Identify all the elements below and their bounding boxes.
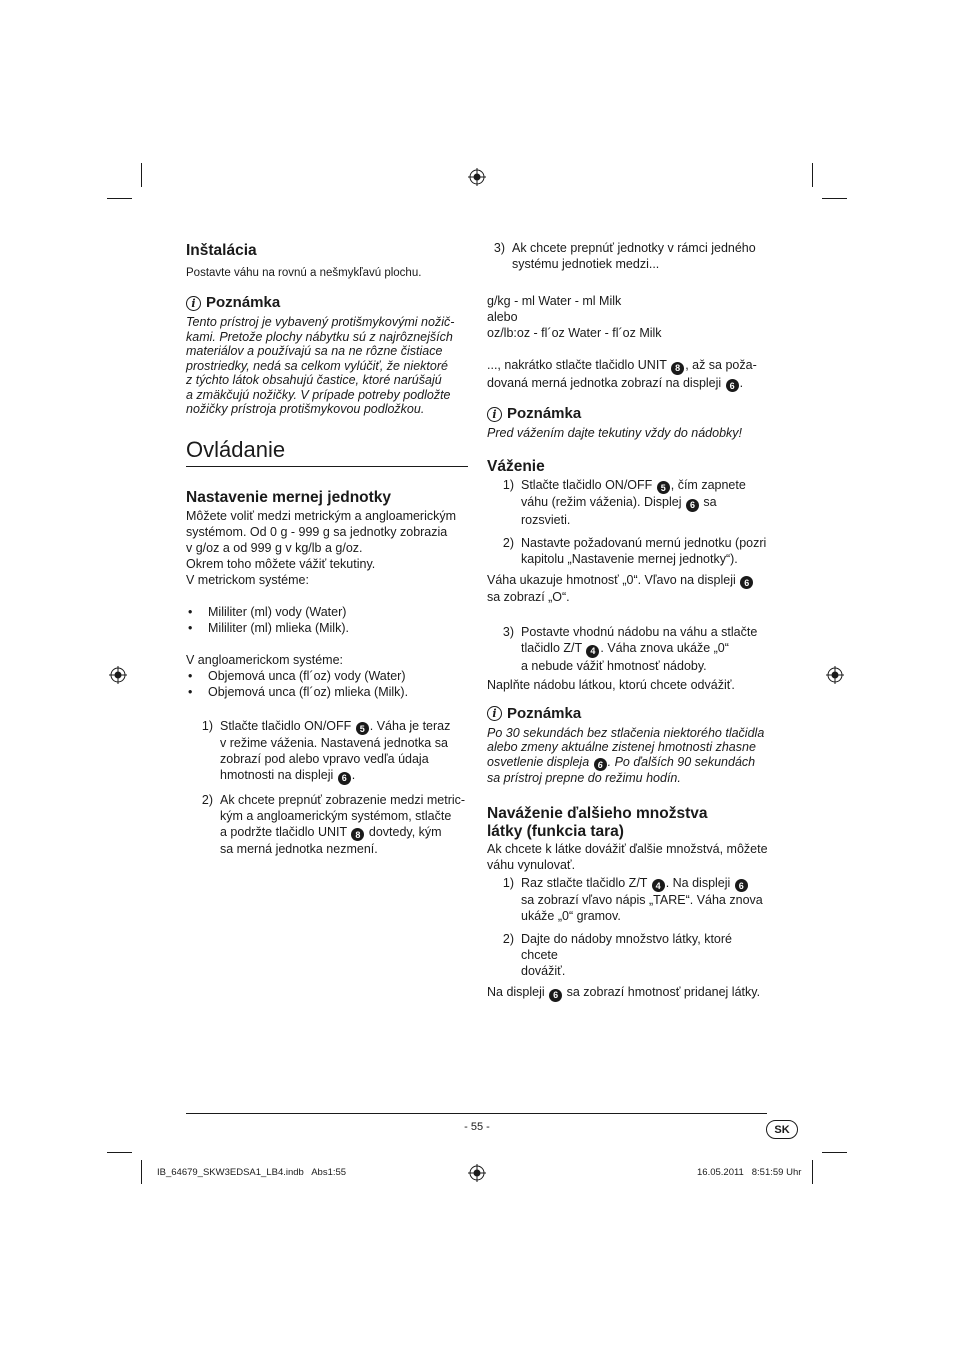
text-line: Postavte vhodnú nádobu na váhu a stlačte xyxy=(521,625,758,639)
list-item-text: Mililiter (ml) mlieka (Milk). xyxy=(208,620,349,635)
text-segment: . Po ďalších 90 sekundách xyxy=(607,754,756,769)
text-line: ukáže „0“ gramov. xyxy=(521,909,621,924)
step-item xyxy=(487,477,769,528)
display-weight-text xyxy=(487,984,769,1002)
print-file-slug: IB_64679_SKW3EDSA1_LB4.indb Abs1:55 xyxy=(157,1167,347,1178)
text-segment: Raz stlačte tlačidlo Z/T xyxy=(521,875,651,890)
step-item xyxy=(487,931,769,979)
text-segment: . xyxy=(739,375,744,390)
text-line: dovážiť. xyxy=(521,964,566,979)
metric-list xyxy=(186,604,468,636)
right-column xyxy=(487,240,769,1002)
note-heading-label: Poznámka xyxy=(206,294,281,311)
step-number: 3) xyxy=(493,241,505,255)
text-segment: Váha ukazuje hmotnosť „0“. Vľavo na displeji xyxy=(487,572,740,587)
note-line: prostriedky, nedá sa celkom vylúčiť, že niektoré xyxy=(186,358,448,373)
step-item xyxy=(478,240,769,272)
badge-display-icon: 6 xyxy=(735,879,748,892)
list-item-text: Objemová unca (fl´oz) vody (Water) xyxy=(208,668,406,683)
list-item: • Objemová unca (fl´oz) vody (Water) xyxy=(188,668,406,683)
text-line: v g/oz a od 999 g v kg/lb a g/oz. xyxy=(186,540,363,555)
text-segment: . Na displeji xyxy=(665,875,734,890)
anglo-list xyxy=(186,668,468,700)
step-number: 2) xyxy=(502,932,514,947)
section-title: Ovládanie xyxy=(186,436,286,462)
step-body xyxy=(220,718,468,785)
note-heading-label: Poznámka xyxy=(507,405,582,422)
text-line: oz/lb:oz - fl´oz Water - fl´oz Milk xyxy=(487,326,662,340)
text-segment: Stlačte tlačidlo ON/OFF xyxy=(220,718,355,733)
badge-onoff-icon: 5 xyxy=(356,722,369,735)
list-item: • Objemová unca (fl´oz) mlieka (Milk). xyxy=(188,684,409,699)
badge-display-icon: 6 xyxy=(740,576,753,589)
step-number: 1) xyxy=(502,477,514,492)
text-line: kým a angloamerickým systémom, stlačte xyxy=(220,808,452,823)
registration-mark-icon xyxy=(109,666,127,684)
crop-mark xyxy=(812,163,813,187)
text-segment: sa zobrazí hmotnosť pridanej látky. xyxy=(563,985,761,1000)
zero-text xyxy=(487,572,769,606)
print-date-slug: 16.05.2011 8:51:59 Uhr xyxy=(697,1167,802,1178)
step-body xyxy=(521,477,769,528)
text-line: Ak chcete prepnúť zobrazenie medzi metric- xyxy=(220,792,466,807)
text-line: kapitolu „Nastavenie mernej jednotky“). xyxy=(521,551,738,566)
units-text xyxy=(186,508,468,588)
step-number: 2) xyxy=(201,792,213,807)
step-body xyxy=(521,875,769,925)
text-line: sa zobrazí vľavo nápis „TARE“. Váha znova xyxy=(521,893,763,908)
text-segment: váhu (režim váženia). Displej xyxy=(521,495,685,509)
crop-mark xyxy=(107,198,132,199)
list-item-text: Objemová unca (fl´oz) mlieka (Milk). xyxy=(208,684,409,699)
note-text xyxy=(186,315,468,417)
badge-zt-icon: 4 xyxy=(652,879,665,892)
text-segment: , až sa poža- xyxy=(685,358,757,372)
crop-mark xyxy=(107,1152,132,1153)
step-body xyxy=(512,240,769,272)
step-item xyxy=(186,792,468,858)
list-item-text: Mililiter (ml) vody (Water) xyxy=(208,604,347,619)
info-icon: i xyxy=(186,296,201,311)
units-heading: Nastavenie mernej jednotky xyxy=(186,488,392,506)
tare-heading xyxy=(487,805,769,841)
step-item xyxy=(487,875,769,925)
note-text xyxy=(487,726,769,786)
press-unit-text xyxy=(487,357,769,392)
step-number: 1) xyxy=(502,875,514,890)
installation-heading: Inštalácia xyxy=(186,242,257,259)
text-line: systému jednotiek medzi... xyxy=(512,257,660,271)
text-segment: , čím zapnete xyxy=(670,477,746,492)
badge-display-icon: 6 xyxy=(549,989,562,1002)
text-segment: . Váha znova ukáže „0“ xyxy=(600,641,729,655)
note-line: materiálov a používajú sa na ne rôzne čistiace xyxy=(186,344,443,358)
text-line: zobrazí pod alebo vpravo vedľa údaja xyxy=(220,752,429,766)
badge-display-icon: 6 xyxy=(594,758,607,771)
info-icon: i xyxy=(487,706,502,721)
text-segment: sa rozsvieti. xyxy=(521,495,717,527)
footer-rule xyxy=(186,1113,767,1114)
text-line: a nebude vážiť hmotnosť nádoby. xyxy=(521,658,707,673)
note-line: alebo zmeny aktuálne zistenej hmotnosti zhasne xyxy=(487,740,756,754)
text-line: Ak chcete prepnúť jednotky v rámci jedného xyxy=(512,241,756,255)
anglo-label: V angloamerickom systéme: xyxy=(186,652,344,667)
unit-options xyxy=(487,293,769,341)
crop-mark xyxy=(812,1160,813,1184)
text-segment: tlačidlo Z/T xyxy=(521,641,586,655)
note-heading xyxy=(487,405,769,423)
text-line: sa merná jednotka nezmení. xyxy=(220,842,378,856)
step-number: 2) xyxy=(502,535,514,550)
badge-display-icon: 6 xyxy=(726,379,739,392)
text-line: alebo xyxy=(487,310,518,324)
note-heading xyxy=(487,705,769,723)
badge-zt-icon: 4 xyxy=(586,645,599,658)
badge-display-icon: 6 xyxy=(686,499,699,512)
text-line: Okrem toho môžete vážiť tekutiny. xyxy=(186,556,376,571)
step-item xyxy=(186,718,468,785)
weighing-heading: Váženie xyxy=(487,457,545,475)
note-line: Po 30 sekundách bez stlačenia niektorého tlačidla xyxy=(487,725,765,740)
badge-unit-icon: 8 xyxy=(351,828,364,841)
crop-mark xyxy=(141,1160,142,1184)
language-badge: SK xyxy=(766,1120,798,1139)
note-line: nožičky prístroja protišmykovou podložkou. xyxy=(186,402,425,416)
step-body xyxy=(521,535,769,567)
text-line: Nastavte požadovanú mernú jednotku (pozri xyxy=(521,535,767,550)
text-line: sa zobrazí „O“. xyxy=(487,590,570,604)
text-segment: Na displeji xyxy=(487,985,549,1000)
note-line: Tento prístroj je vybavený protišmykovými nožič- xyxy=(186,315,455,329)
step-number: 3) xyxy=(502,625,514,639)
text-segment: dovtedy, kým xyxy=(365,824,442,839)
step-body xyxy=(220,792,468,858)
text-segment: osvetlenie displeja xyxy=(487,754,593,769)
note-line: z týchto látok obsahujú častice, ktoré narúšajú xyxy=(186,373,442,387)
text-line: Ak chcete k látke dovážiť ďalšie množstvá, môžete xyxy=(487,841,768,856)
heading-line: látky (funkcia tara) xyxy=(487,822,624,840)
text-segment: hmotnosti na displeji xyxy=(220,768,337,782)
heading-line: Naváženie ďalšieho množstva xyxy=(487,804,708,822)
text-line: v režime váženia. Nastavená jednotka sa xyxy=(220,736,448,750)
note-line: sa prístroj prepne do režimu hodín. xyxy=(487,771,681,786)
note-line: a zmäkčujú nožičky. V prípade potreby podložte xyxy=(186,387,451,402)
note-line: kami. Pretože plochy nábytku sú z najrôznejších xyxy=(186,329,453,344)
fill-text: Naplňte nádobu látkou, ktorú chcete odvážiť. xyxy=(487,677,735,692)
text-line: systémom. Od 0 g - 999 g sa jednotky zobrazia xyxy=(186,524,448,539)
registration-mark-icon xyxy=(468,1164,486,1182)
text-segment: Stlačte tlačidlo ON/OFF xyxy=(521,477,656,492)
registration-mark-icon xyxy=(468,168,486,186)
page-number: - 55 - xyxy=(464,1121,490,1133)
crop-mark xyxy=(822,198,847,199)
info-icon: i xyxy=(487,407,502,422)
text-segment: dovaná merná jednotka zobrazí na displeji xyxy=(487,375,725,390)
list-item: • Mililiter (ml) vody (Water) xyxy=(188,604,347,619)
crop-mark xyxy=(141,163,142,187)
note-heading-label: Poznámka xyxy=(507,704,582,722)
left-column xyxy=(186,240,468,857)
step-body xyxy=(521,624,769,674)
step-item xyxy=(487,624,769,674)
text-segment: . xyxy=(351,768,356,782)
crop-mark xyxy=(822,1152,847,1153)
registration-mark-icon xyxy=(826,666,844,684)
text-segment: . Váha je teraz xyxy=(369,718,451,733)
text-line: Dajte do nádoby množstvo látky, ktoré chcete xyxy=(521,932,732,963)
text-line: váhu vynulovať. xyxy=(487,857,576,872)
step-number: 1) xyxy=(201,718,213,733)
text-segment: ..., nakrátko stlačte tlačidlo UNIT xyxy=(487,358,671,372)
text-segment: a podržte tlačidlo UNIT xyxy=(220,824,351,839)
badge-display-icon: 6 xyxy=(338,772,351,785)
step-body xyxy=(521,931,769,979)
badge-unit-icon: 8 xyxy=(671,362,684,375)
installation-text: Postavte váhu na rovnú a nešmykľavú plochu. xyxy=(186,267,422,279)
text-line: g/kg - ml Water - ml Milk xyxy=(487,294,622,308)
step-item xyxy=(487,535,769,567)
tare-intro xyxy=(487,841,769,873)
badge-onoff-icon: 5 xyxy=(657,481,670,494)
section-title-rule xyxy=(186,437,468,467)
text-line: Môžete voliť medzi metrickým a angloamerickým xyxy=(186,508,457,523)
list-item: • Mililiter (ml) mlieka (Milk). xyxy=(188,620,349,635)
text-line: V metrickom systéme: xyxy=(186,572,309,587)
note-text: Pred vážením dajte tekutiny vždy do nádobky! xyxy=(487,426,743,440)
note-heading xyxy=(186,294,468,312)
